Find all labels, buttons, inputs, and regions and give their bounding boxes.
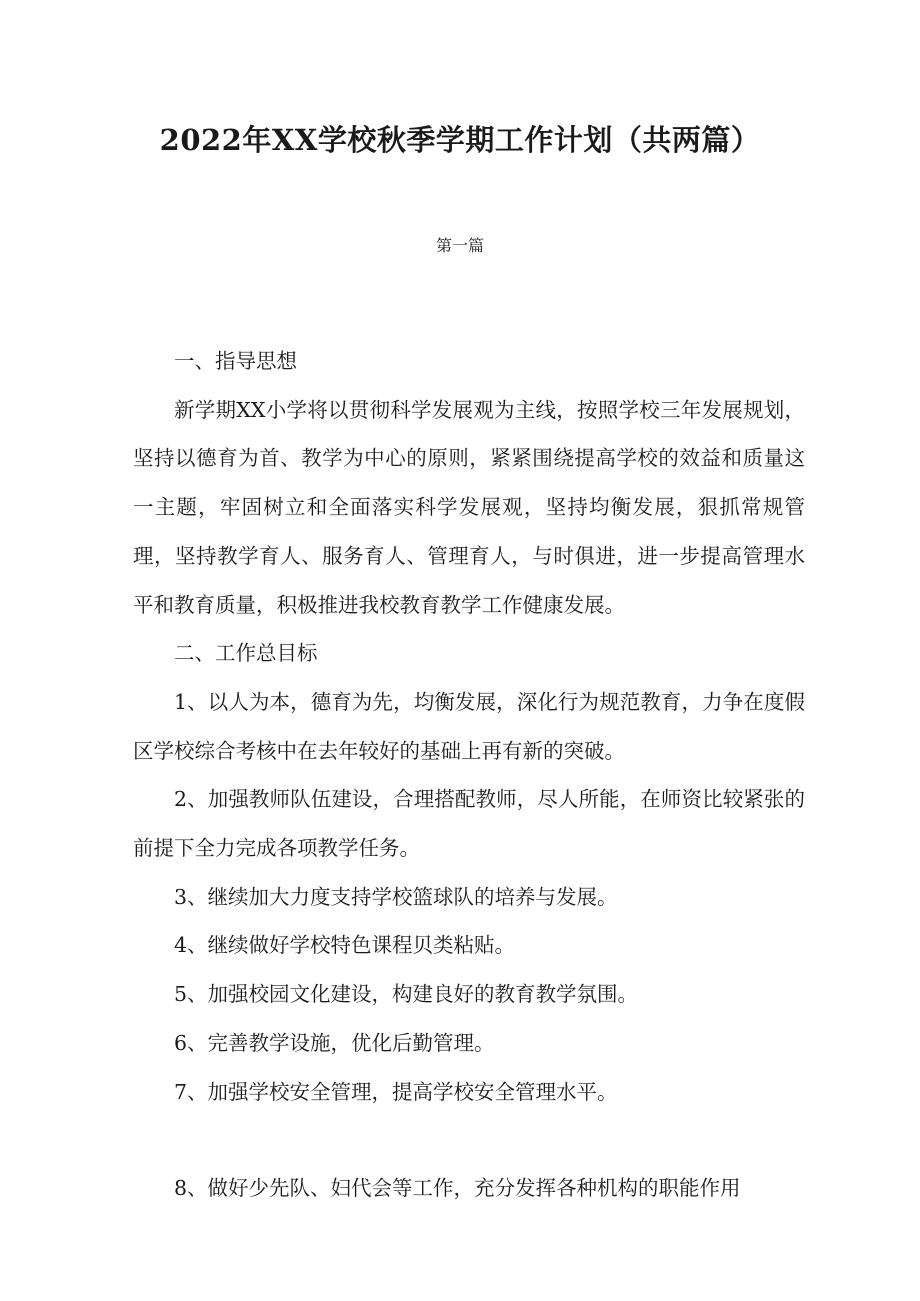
goal-item-3: 3、继续加大力度支持学校篮球队的培养与发展。	[174, 884, 618, 909]
goal-item-7: 7、加强学校安全管理，提高学校安全管理水平。	[174, 1079, 618, 1104]
guiding-ideology-paragraph: 新学期XX小学将以贯彻科学发展观为主线，按照学校三年发展规划，坚持以德育为首、教学为中心的原则，紧紧围绕提高学校的效益和质量这一主题，牢固树立和全面落实科学发展观，坚持均衡发展，狠抓常规管理，坚持教学育人、服务育人、管理育人，与时俱进，进一步提高管理水平和教育质量，积极推进我校教育教学工作健康发展。	[133, 397, 805, 617]
goal-item-1: 1、以人为本，德育为先，均衡发展，深化行为规范教育，力争在度假区学校综合考核中在去年较好的基础上再有新的突破。	[133, 689, 805, 763]
document-body	[133, 337, 805, 1213]
goal-item-4: 4、继续做好学校特色课程贝类粘贴。	[174, 933, 516, 958]
section-heading-guiding-ideology: 一、指导思想	[174, 349, 297, 373]
goal-item-6: 6、完善教学设施，优化后勤管理。	[174, 1030, 495, 1055]
goal-item-2: 2、加强教师队伍建设，合理搭配教师，尽人所能，在师资比较紧张的前提下全力完成各项教学任务。	[133, 787, 805, 861]
page-break-gap	[133, 1116, 805, 1164]
goal-item-8: 8、做好少先队、妇代会等工作，充分发挥各种机构的职能作用	[174, 1176, 741, 1201]
part-label: 第一篇	[435, 236, 484, 255]
section-heading-overall-goals: 二、工作总目标	[174, 641, 318, 666]
document-title: 2022年XX学校秋季学期工作计划（共两篇）	[159, 123, 761, 157]
goal-item-5: 5、加强校园文化建设，构建良好的教育教学氛围。	[174, 982, 639, 1007]
